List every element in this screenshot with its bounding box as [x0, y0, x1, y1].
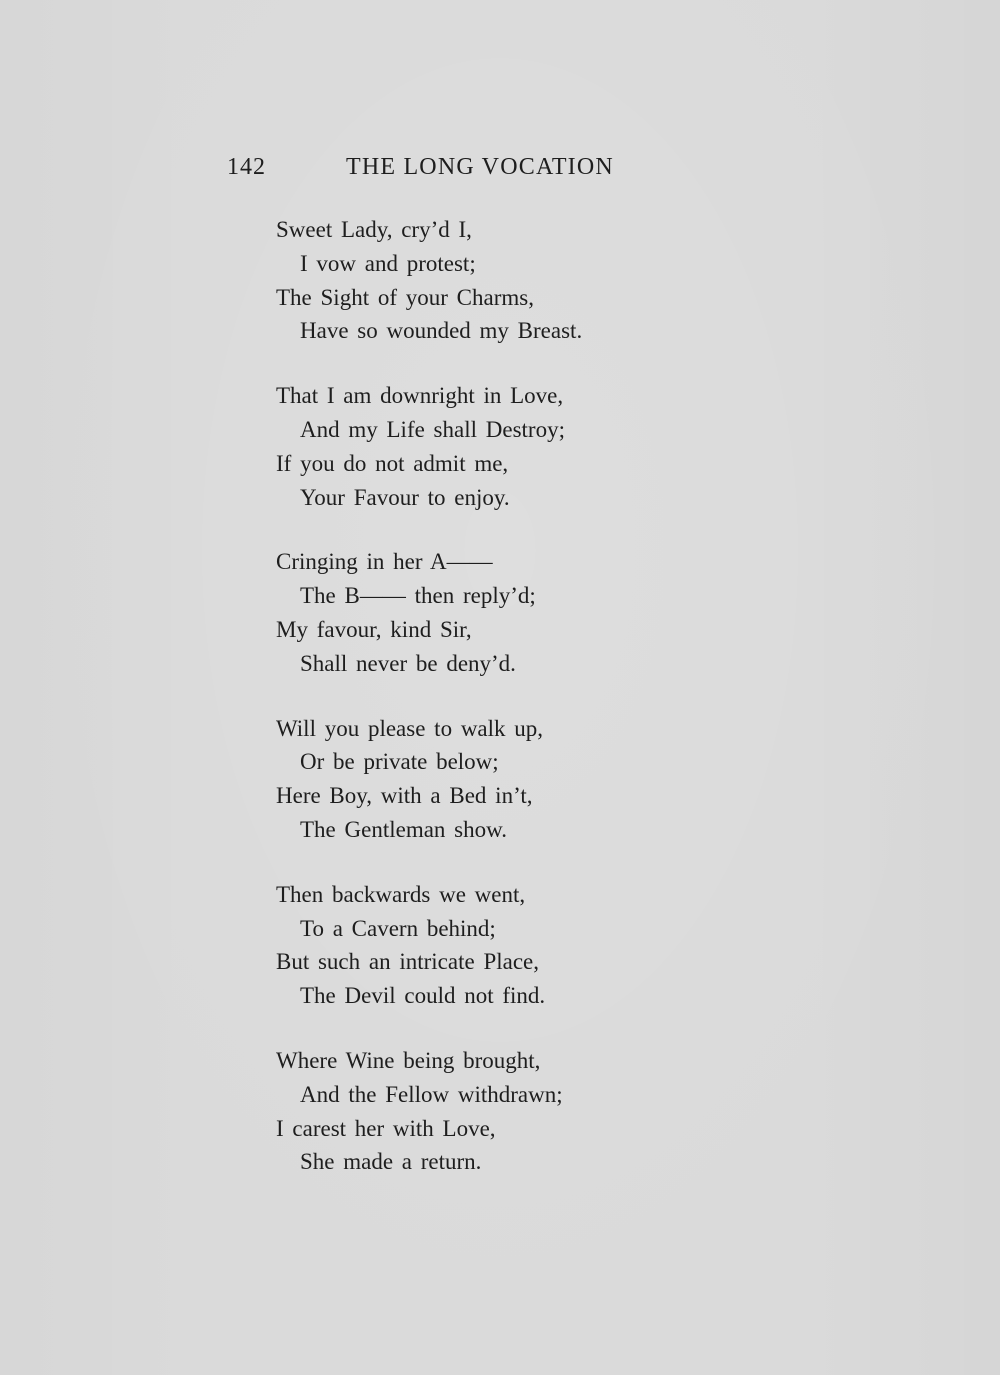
poem-line: I carest her with Love,	[276, 1115, 496, 1141]
poem-line: And the Fellow withdrawn;	[300, 1081, 563, 1107]
running-title: THE LONG VOCATION	[346, 154, 614, 180]
poem-line: The Gentleman show.	[300, 816, 507, 842]
poem-line: I vow and protest;	[300, 250, 476, 276]
stanza-2	[276, 379, 836, 514]
stanza-3	[276, 545, 836, 680]
poem-line: Here Boy, with a Bed in’t,	[276, 783, 533, 809]
poem-line: Shall never be deny’d.	[300, 650, 516, 676]
poem	[276, 213, 836, 1179]
poem-line: The Devil could not find.	[300, 983, 546, 1009]
page-number: 142	[227, 154, 266, 180]
poem-line: My favour, kind Sir,	[276, 616, 472, 642]
poem-line: Your Favour to enjoy.	[300, 484, 510, 510]
poem-line: Will you please to walk up,	[276, 715, 544, 741]
poem-line: She made a return.	[300, 1149, 482, 1175]
stanza-1	[276, 213, 836, 348]
poem-line: The B—— then reply’d;	[300, 583, 536, 609]
poem-line: But such an intricate Place,	[276, 949, 540, 975]
poem-line: Have so wounded my Breast.	[300, 318, 583, 344]
poem-line: The Sight of your Charms,	[276, 284, 534, 310]
poem-line: Cringing in her A——	[276, 549, 493, 575]
poem-line: Sweet Lady, cry’d I,	[276, 217, 472, 242]
page-header	[0, 152, 1000, 192]
poem-line: That I am downright in Love,	[276, 383, 564, 409]
poem-line: Or be private below;	[300, 749, 499, 775]
stanza-5	[276, 878, 836, 1013]
stanza-4	[276, 712, 836, 847]
poem-line: If you do not admit me,	[276, 450, 509, 476]
poem-line: Then backwards we went,	[276, 881, 526, 907]
poem-line: Where Wine being brought,	[276, 1047, 541, 1073]
stanza-6	[276, 1044, 836, 1179]
poem-line: To a Cavern behind;	[300, 915, 496, 941]
poem-line: And my Life shall Destroy;	[300, 416, 565, 442]
